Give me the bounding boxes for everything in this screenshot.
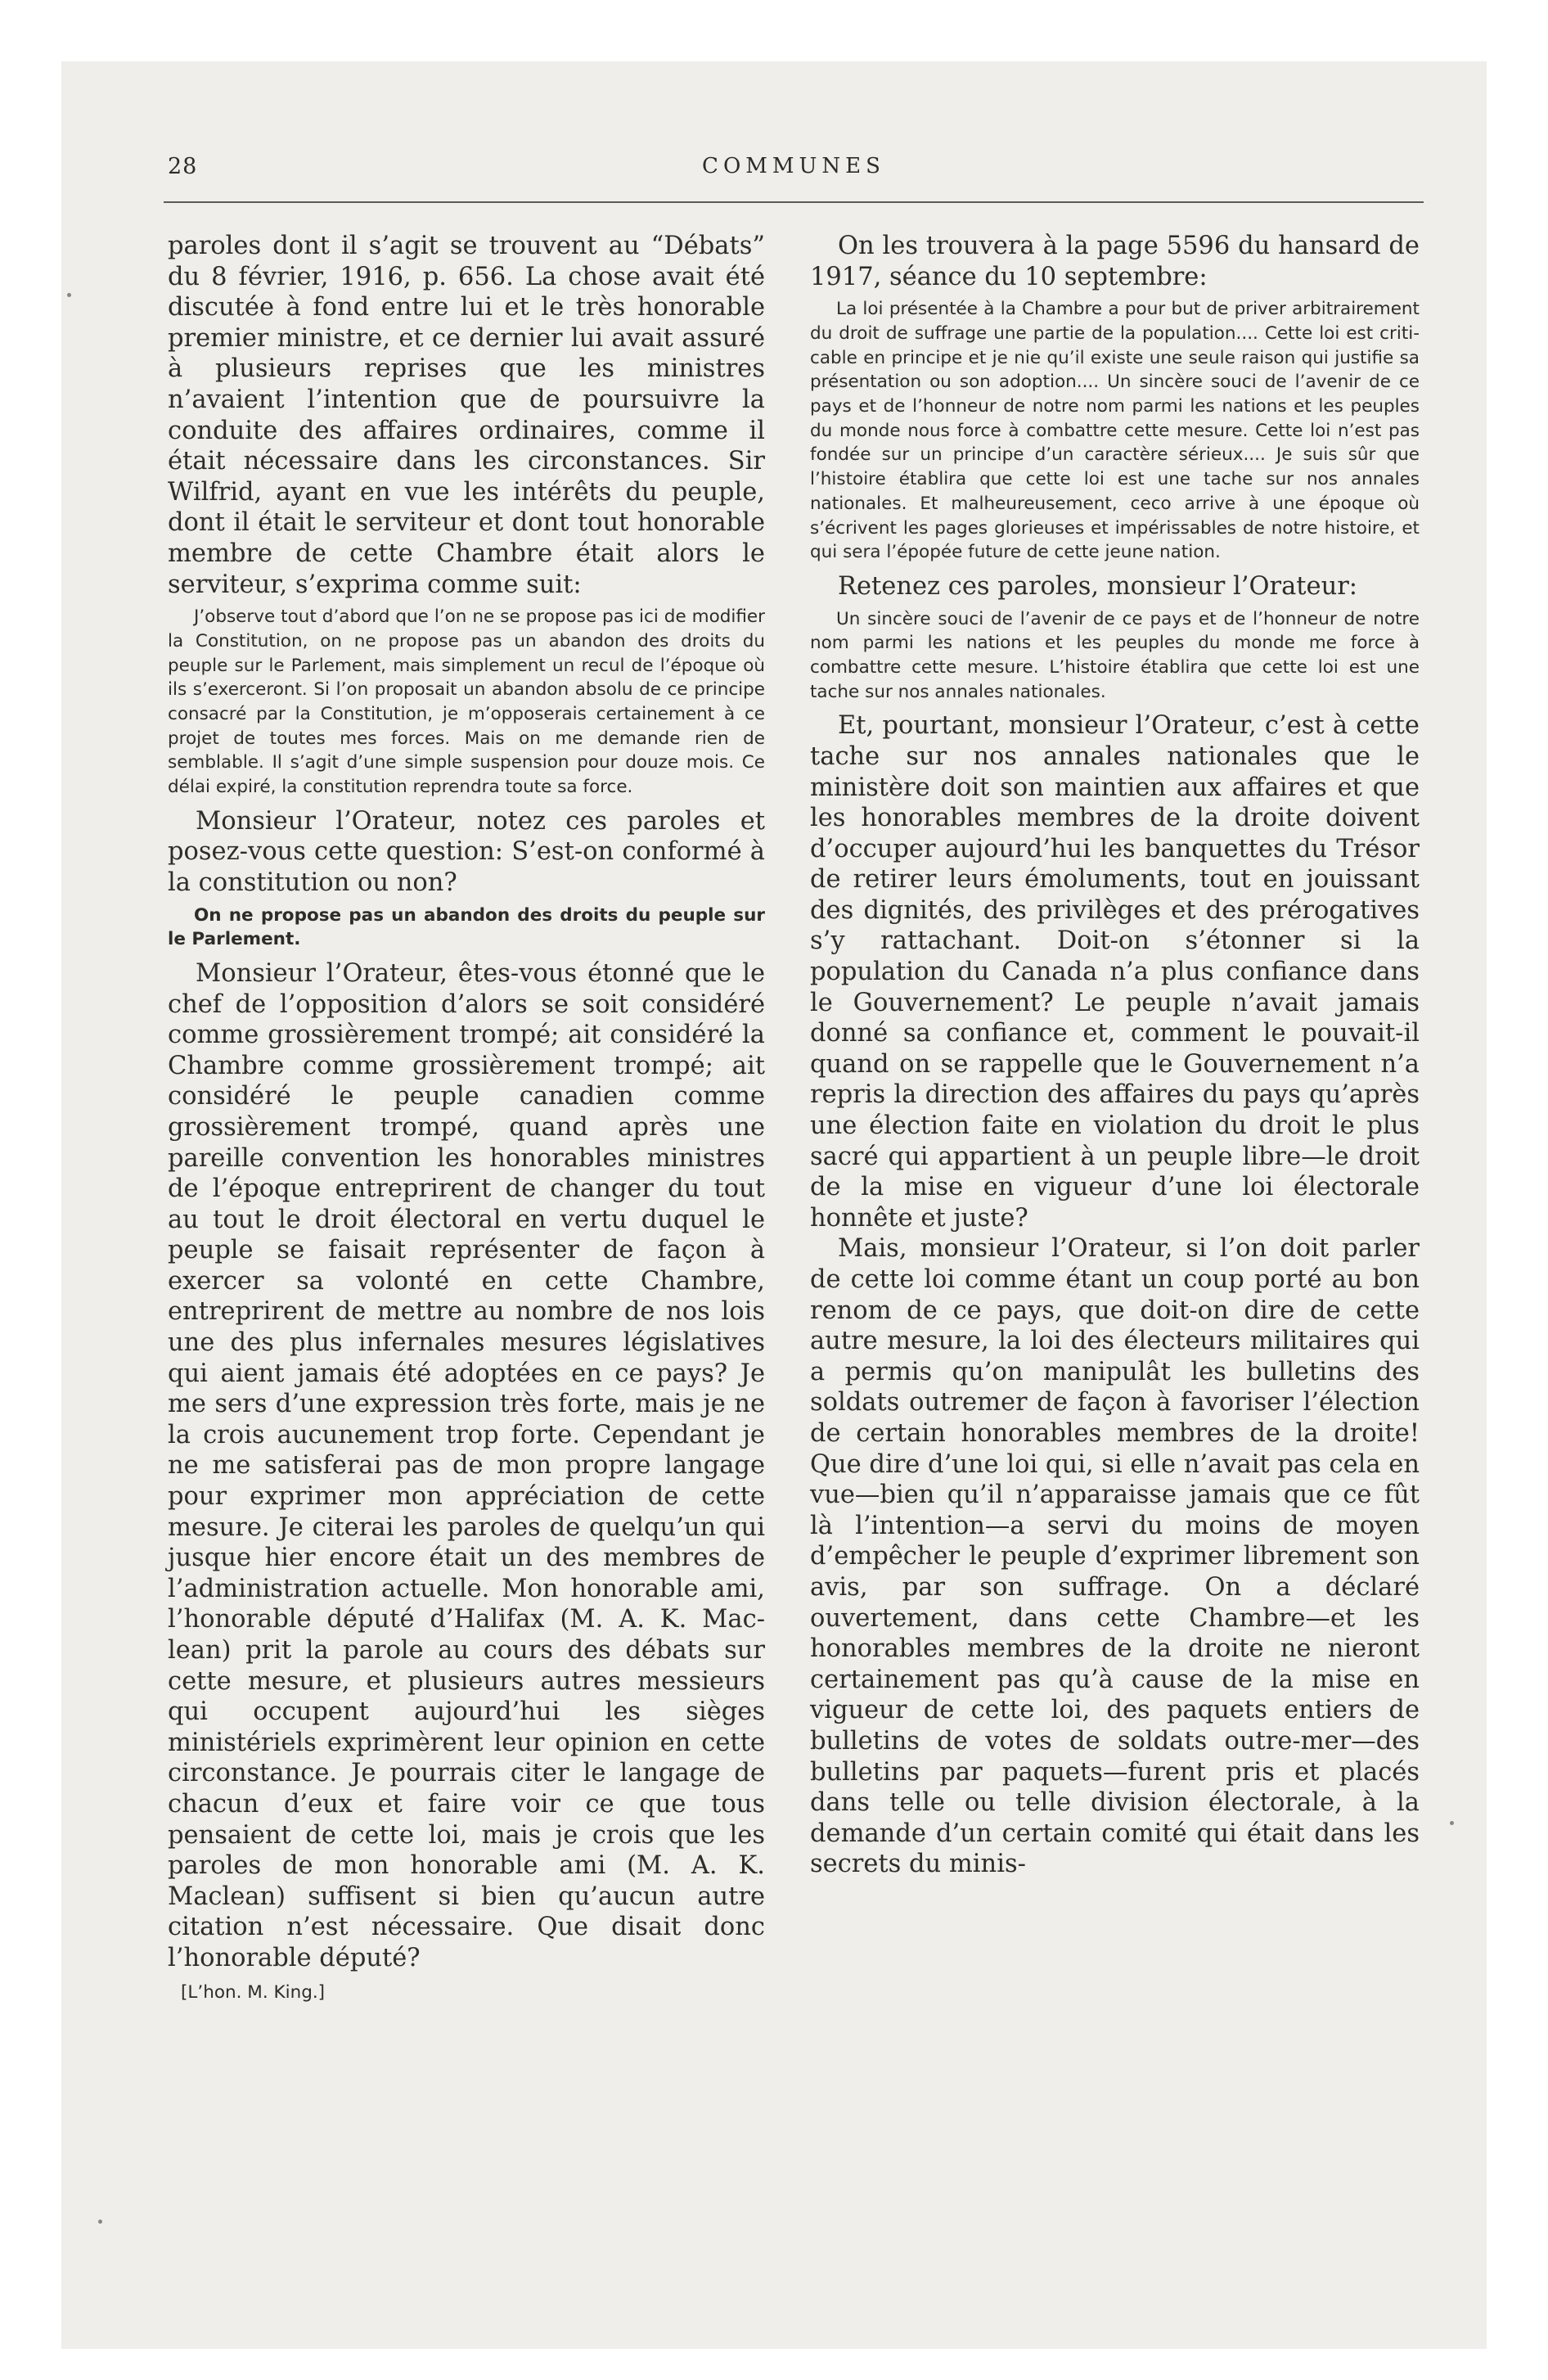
page-header	[168, 154, 1420, 187]
paragraph: Mais, monsieur l’Orateur, si l’on doit parler de cette loi comme étant un coup porté au bon renom de ce pays, que doit-on dire de cette autre mesure, la loi des électeurs militaires qui a permis qu’on manipulât les bulletins des soldats outremer de façon à favoriser l’élection de certain honorables membres de la droite! Que dire d’une loi qui, si elle n’avait pas cela en vue—bien qu’il n’apparaisse jamais que ce fût là l’intention—a servi du moins de moyen d’empêcher le peuple d’exprimer librement son avis, par son suffrage. On a déclaré ouvertement, dans cette Chambre—et les honorables membres de la droite ne nieront certainement pas qu’à cause de la mise en vigueur de cette loi, des paquets entiers de bulletins de votes de soldats outre-mer—des bulletins par paquets—furent pris et placés dans telle ou telle division électorale, à la demande d’un certain comité qui était dans les secrets du minis-	[810, 1234, 1420, 1879]
block-quote: J’observe tout d’abord que l’on ne se propose pas ici de modifier la Constitution, on ne propose pas un abandon des droits du peuple sur le Parlement, mais simplement un recul de l’époque où ils s’exerceront. Si l’on proposait un abandon absolu de ce principe consacré par la Constitution, je m’opposerais certainement à ce projet de toutes mes forces. Mais on me demande rien de semblable. Il s’agit d’une simple suspension pour douze mois. Ce délai expiré, la constitution reprendra toute sa force.	[168, 606, 765, 798]
left-column	[168, 231, 765, 2005]
paragraph: Retenez ces paroles, monsieur l’Orateur:	[838, 571, 1358, 601]
running-title: COMMUNES	[702, 154, 885, 178]
margin-speck	[98, 2220, 102, 2224]
header-rule	[164, 201, 1424, 203]
paragraph: Et, pourtant, monsieur l’Orateur, c’est à cette tache sur nos annales nationales que le ministère doit son maintien aux affaires et que les honorables membres de la droite doivent d’occuper aujourd’hui les banquettes du Trésor de retirer leurs émoluments, tout en jouissant des dignités, des privilèges et des prérogatives s’y rattachant. Doit-on s’étonner si la population du Canada n’a plus confiance dans le Gouvernement? Le peuple n’avait jamais donné sa confiance et, comment le pouvait-il quand on se rappelle que le Gouvernement n’a repris la direction des affaires du pays qu’après une élection faite en violation du droit le plus sacré qui appartient à un peuple libre—le droit de la mise en vigueur d’une loi électorale honnête et juste?	[810, 711, 1420, 1233]
margin-speck	[1450, 1821, 1454, 1825]
margin-speck	[67, 293, 71, 297]
speaker-attribution: [L’hon. M. King.]	[181, 1981, 326, 2003]
page-number: 28	[168, 154, 198, 179]
paragraph: Monsieur l’Orateur, êtes-vous étonné que le chef de l’opposition d’alors se soit considéré comme grossièrement trompé; ait considéré la Chambre comme grossièrement trompé; ait considéré le peuple canadien comme grossièrement trompé, quand après une pareille convention les honorables ministres de l’époque entreprirent de changer du tout au tout le droit électoral en vertu duquel le peuple se faisait représenter de façon à exercer sa volonté en cette Chambre, entreprirent de mettre au nombre de nos lois une des plus infernales mesures législatives qui aient jamais été adoptées en ce pays? Je me sers d’une expression très forte, mais je ne la crois aucunement trop forte. Cependant je ne me satisferai pas de mon propre langage pour exprimer mon appréciation de cette mesure. Je citerai les paroles de quelqu’un qui jusque hier encore était un des membres de l’administration actuelle. Mon honorable ami, l’honorable député d’Halifax (M. A. K. Maclean) prit la parole au cours des débats sur cette mesure, et plusieurs autres messieurs qui occupent aujourd’hui les sièges ministériels exprimèrent leur opinion en cette circonstance. Je pourrais citer le langage de chacun d’eux et faire voir ce que tous pensaient de cette loi, mais je crois que les paroles de mon honorable ami (M. A. K. Maclean) suffisent si bien qu’aucun autre citation n’est nécessaire. Que disait donc l’honorable député?	[168, 958, 765, 1972]
block-quote: La loi présentée à la Chambre a pour but de priver arbitrairement du droit de suffrage une partie de la population.... Cette loi est criticable en principe et je nie qu’il existe une seule raison qui justifie sa présentation ou son adoption.... Un sincère souci de l’avenir de ce pays et de l’honneur de notre nom parmi les nations et les peuples du monde nous force à combattre cette mesure. Cette loi n’est pas fondée sur un principe d’un caractère sérieux.... Je suis sûr que l’histoire établira que cette loi est une tache sur nos annales nationales. Et malheureusement, ceco arrive à une époque où s’écrivent les pages glorieuses et impérissables de notre histoire, et qui sera l’épopée future de cette jeune nation.	[810, 299, 1420, 563]
paragraph: paroles dont il s’agit se trouvent au “Débats” du 8 février, 1916, p. 656. La chose avait été discutée à fond entre lui et le très honorable premier ministre, et ce dernier lui avait assuré à plusieurs reprises que les ministres n’avaient l’intention que de poursuivre la conduite des affaires ordinaires, comme il était nécessaire dans les circonstances. Sir Wilfrid, ayant en vue les intérêts du peuple, dont il était le serviteur et dont tout honorable membre de cette Chambre était alors le serviteur, s’exprima comme suit:	[168, 232, 765, 599]
right-column	[810, 231, 1420, 1880]
block-quote-emphasis: On ne propose pas un abandon des droits du peuple sur le Parlement.	[168, 904, 765, 950]
block-quote: Un sincère souci de l’avenir de ce pays et de l’honneur de notre nom parmi les nations et les peuples du monde me force à combattre cette mesure. L’histoire établira que cette loi est une tache sur nos annales nationales.	[810, 608, 1420, 702]
paragraph: Monsieur l’Orateur, notez ces paroles et posez-vous cette question: S’est-on conformé à la constitution ou non?	[168, 806, 765, 897]
paragraph: On les trouvera à la page 5596 du hansard de 1917, séance du 10 septembre:	[810, 232, 1420, 291]
